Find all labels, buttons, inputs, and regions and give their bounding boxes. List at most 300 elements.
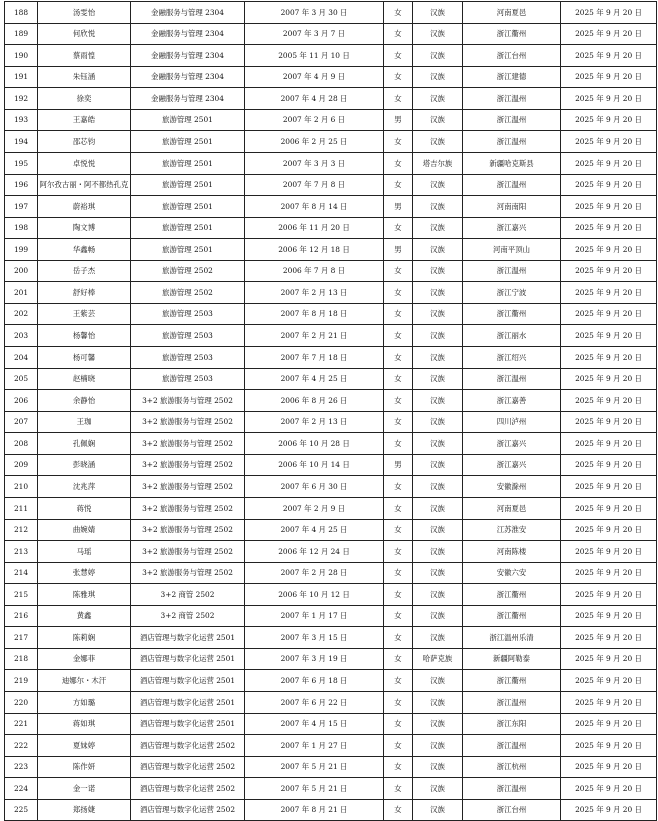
native-place-cell: 浙江温州 bbox=[463, 735, 561, 757]
row-number-cell: 214 bbox=[5, 562, 38, 584]
birth-date-cell: 2007 年 2 月 28 日 bbox=[245, 562, 384, 584]
class-name-cell: 旅游管理 2503 bbox=[131, 325, 245, 347]
native-place-cell: 浙江嘉兴 bbox=[463, 433, 561, 455]
enrollment-date-cell: 2025 年 9 月 20 日 bbox=[561, 476, 657, 498]
table-row bbox=[5, 454, 657, 476]
student-name-cell: 蔚裕琪 bbox=[38, 196, 131, 218]
class-name-cell: 酒店管理与数字化运营 2501 bbox=[131, 627, 245, 649]
ethnicity-cell: 汉族 bbox=[413, 390, 463, 412]
table-row bbox=[5, 217, 657, 239]
birth-date-cell: 2006 年 12 月 18 日 bbox=[245, 239, 384, 261]
row-number-cell: 192 bbox=[5, 88, 38, 110]
native-place-cell: 浙江嘉兴 bbox=[463, 217, 561, 239]
ethnicity-cell: 塔吉尔族 bbox=[413, 152, 463, 174]
ethnicity-cell: 汉族 bbox=[413, 519, 463, 541]
birth-date-cell: 2006 年 10 月 12 日 bbox=[245, 584, 384, 606]
enrollment-date-cell: 2025 年 9 月 20 日 bbox=[561, 411, 657, 433]
row-number-cell: 202 bbox=[5, 303, 38, 325]
class-name-cell: 3+2 旅游服务与管理 2502 bbox=[131, 519, 245, 541]
birth-date-cell: 2007 年 2 月 6 日 bbox=[245, 109, 384, 131]
gender-cell: 女 bbox=[384, 368, 413, 390]
enrollment-date-cell: 2025 年 9 月 20 日 bbox=[561, 433, 657, 455]
row-number-cell: 223 bbox=[5, 756, 38, 778]
birth-date-cell: 2007 年 3 月 15 日 bbox=[245, 627, 384, 649]
birth-date-cell: 2007 年 4 月 25 日 bbox=[245, 368, 384, 390]
native-place-cell: 四川泸州 bbox=[463, 411, 561, 433]
enrollment-date-cell: 2025 年 9 月 20 日 bbox=[561, 519, 657, 541]
class-name-cell: 3+2 旅游服务与管理 2502 bbox=[131, 541, 245, 563]
enrollment-date-cell: 2025 年 9 月 20 日 bbox=[561, 239, 657, 261]
ethnicity-cell: 汉族 bbox=[413, 347, 463, 369]
birth-date-cell: 2007 年 6 月 30 日 bbox=[245, 476, 384, 498]
native-place-cell: 浙江温州 bbox=[463, 88, 561, 110]
enrollment-date-cell: 2025 年 9 月 20 日 bbox=[561, 562, 657, 584]
ethnicity-cell: 汉族 bbox=[413, 217, 463, 239]
student-name-cell: 华鑫畅 bbox=[38, 239, 131, 261]
table-row bbox=[5, 519, 657, 541]
table-row bbox=[5, 778, 657, 800]
gender-cell: 男 bbox=[384, 196, 413, 218]
student-name-cell: 杨可馨 bbox=[38, 347, 131, 369]
enrollment-date-cell: 2025 年 9 月 20 日 bbox=[561, 45, 657, 67]
native-place-cell: 浙江温州 bbox=[463, 109, 561, 131]
enrollment-date-cell: 2025 年 9 月 20 日 bbox=[561, 713, 657, 735]
enrollment-date-cell: 2025 年 9 月 20 日 bbox=[561, 670, 657, 692]
enrollment-date-cell: 2025 年 9 月 20 日 bbox=[561, 303, 657, 325]
ethnicity-cell: 汉族 bbox=[413, 368, 463, 390]
student-name-cell: 黄鑫 bbox=[38, 605, 131, 627]
gender-cell: 女 bbox=[384, 692, 413, 714]
enrollment-date-cell: 2025 年 9 月 20 日 bbox=[561, 152, 657, 174]
birth-date-cell: 2007 年 4 月 25 日 bbox=[245, 519, 384, 541]
row-number-cell: 220 bbox=[5, 692, 38, 714]
row-number-cell: 213 bbox=[5, 541, 38, 563]
gender-cell: 女 bbox=[384, 605, 413, 627]
native-place-cell: 浙江衢州 bbox=[463, 670, 561, 692]
ethnicity-cell: 汉族 bbox=[413, 260, 463, 282]
table-row bbox=[5, 45, 657, 67]
native-place-cell: 新疆哈克斯县 bbox=[463, 152, 561, 174]
native-place-cell: 浙江温州 bbox=[463, 131, 561, 153]
birth-date-cell: 2007 年 3 月 3 日 bbox=[245, 152, 384, 174]
student-name-cell: 蒋悦 bbox=[38, 497, 131, 519]
birth-date-cell: 2007 年 3 月 7 日 bbox=[245, 23, 384, 45]
row-number-cell: 225 bbox=[5, 799, 38, 821]
gender-cell: 女 bbox=[384, 497, 413, 519]
table-row bbox=[5, 239, 657, 261]
birth-date-cell: 2007 年 5 月 21 日 bbox=[245, 778, 384, 800]
class-name-cell: 酒店管理与数字化运营 2502 bbox=[131, 756, 245, 778]
enrollment-date-cell: 2025 年 9 月 20 日 bbox=[561, 325, 657, 347]
table-row bbox=[5, 88, 657, 110]
gender-cell: 女 bbox=[384, 627, 413, 649]
class-name-cell: 酒店管理与数字化运营 2501 bbox=[131, 713, 245, 735]
gender-cell: 女 bbox=[384, 217, 413, 239]
student-name-cell: 汤雯怡 bbox=[38, 2, 131, 24]
student-name-cell: 方如璐 bbox=[38, 692, 131, 714]
ethnicity-cell: 汉族 bbox=[413, 605, 463, 627]
native-place-cell: 浙江绍兴 bbox=[463, 347, 561, 369]
class-name-cell: 3+2 旅游服务与管理 2502 bbox=[131, 497, 245, 519]
class-name-cell: 酒店管理与数字化运营 2501 bbox=[131, 648, 245, 670]
ethnicity-cell: 汉族 bbox=[413, 454, 463, 476]
enrollment-date-cell: 2025 年 9 月 20 日 bbox=[561, 174, 657, 196]
row-number-cell: 206 bbox=[5, 390, 38, 412]
row-number-cell: 198 bbox=[5, 217, 38, 239]
native-place-cell: 浙江丽水 bbox=[463, 325, 561, 347]
table-row bbox=[5, 713, 657, 735]
student-name-cell: 金一诺 bbox=[38, 778, 131, 800]
row-number-cell: 217 bbox=[5, 627, 38, 649]
student-name-cell: 迪娜尔・木汗 bbox=[38, 670, 131, 692]
gender-cell: 女 bbox=[384, 411, 413, 433]
ethnicity-cell: 汉族 bbox=[413, 303, 463, 325]
class-name-cell: 3+2 商管 2502 bbox=[131, 584, 245, 606]
native-place-cell: 河南夏邑 bbox=[463, 2, 561, 24]
enrollment-date-cell: 2025 年 9 月 20 日 bbox=[561, 497, 657, 519]
table-row bbox=[5, 605, 657, 627]
class-name-cell: 3+2 旅游服务与管理 2502 bbox=[131, 476, 245, 498]
birth-date-cell: 2007 年 1 月 27 日 bbox=[245, 735, 384, 757]
native-place-cell: 江苏淮安 bbox=[463, 519, 561, 541]
table-row bbox=[5, 23, 657, 45]
enrollment-date-cell: 2025 年 9 月 20 日 bbox=[561, 66, 657, 88]
birth-date-cell: 2007 年 5 月 21 日 bbox=[245, 756, 384, 778]
class-name-cell: 3+2 旅游服务与管理 2502 bbox=[131, 390, 245, 412]
gender-cell: 女 bbox=[384, 799, 413, 821]
gender-cell: 女 bbox=[384, 670, 413, 692]
enrollment-date-cell: 2025 年 9 月 20 日 bbox=[561, 347, 657, 369]
class-name-cell: 金融服务与管理 2304 bbox=[131, 88, 245, 110]
birth-date-cell: 2007 年 2 月 21 日 bbox=[245, 325, 384, 347]
table-row bbox=[5, 325, 657, 347]
row-number-cell: 199 bbox=[5, 239, 38, 261]
native-place-cell: 安徽六安 bbox=[463, 562, 561, 584]
class-name-cell: 3+2 商管 2502 bbox=[131, 605, 245, 627]
student-name-cell: 蒋如琪 bbox=[38, 713, 131, 735]
table-row bbox=[5, 109, 657, 131]
class-name-cell: 旅游管理 2502 bbox=[131, 260, 245, 282]
student-name-cell: 王紫芸 bbox=[38, 303, 131, 325]
class-name-cell: 金融服务与管理 2304 bbox=[131, 2, 245, 24]
native-place-cell: 浙江温州 bbox=[463, 778, 561, 800]
gender-cell: 女 bbox=[384, 303, 413, 325]
row-number-cell: 188 bbox=[5, 2, 38, 24]
native-place-cell: 河南夏邑 bbox=[463, 497, 561, 519]
gender-cell: 男 bbox=[384, 454, 413, 476]
gender-cell: 女 bbox=[384, 347, 413, 369]
table-row bbox=[5, 174, 657, 196]
enrollment-date-cell: 2025 年 9 月 20 日 bbox=[561, 454, 657, 476]
birth-date-cell: 2007 年 3 月 30 日 bbox=[245, 2, 384, 24]
table-row bbox=[5, 303, 657, 325]
enrollment-date-cell: 2025 年 9 月 20 日 bbox=[561, 648, 657, 670]
ethnicity-cell: 汉族 bbox=[413, 196, 463, 218]
gender-cell: 女 bbox=[384, 713, 413, 735]
student-name-cell: 陈莉娴 bbox=[38, 627, 131, 649]
birth-date-cell: 2007 年 2 月 13 日 bbox=[245, 282, 384, 304]
row-number-cell: 200 bbox=[5, 260, 38, 282]
student-name-cell: 曲婉婧 bbox=[38, 519, 131, 541]
birth-date-cell: 2006 年 2 月 25 日 bbox=[245, 131, 384, 153]
table-row bbox=[5, 692, 657, 714]
table-row bbox=[5, 66, 657, 88]
enrollment-date-cell: 2025 年 9 月 20 日 bbox=[561, 2, 657, 24]
gender-cell: 女 bbox=[384, 476, 413, 498]
gender-cell: 女 bbox=[384, 88, 413, 110]
student-name-cell: 陈雅琪 bbox=[38, 584, 131, 606]
row-number-cell: 205 bbox=[5, 368, 38, 390]
class-name-cell: 酒店管理与数字化运营 2501 bbox=[131, 692, 245, 714]
ethnicity-cell: 汉族 bbox=[413, 433, 463, 455]
row-number-cell: 211 bbox=[5, 497, 38, 519]
native-place-cell: 浙江台州 bbox=[463, 799, 561, 821]
student-name-cell: 郑扬婕 bbox=[38, 799, 131, 821]
ethnicity-cell: 汉族 bbox=[413, 325, 463, 347]
row-number-cell: 191 bbox=[5, 66, 38, 88]
ethnicity-cell: 汉族 bbox=[413, 627, 463, 649]
ethnicity-cell: 汉族 bbox=[413, 45, 463, 67]
enrollment-date-cell: 2025 年 9 月 20 日 bbox=[561, 778, 657, 800]
enrollment-date-cell: 2025 年 9 月 20 日 bbox=[561, 217, 657, 239]
gender-cell: 女 bbox=[384, 562, 413, 584]
student-name-cell: 舒好棒 bbox=[38, 282, 131, 304]
row-number-cell: 204 bbox=[5, 347, 38, 369]
enrollment-date-cell: 2025 年 9 月 20 日 bbox=[561, 131, 657, 153]
native-place-cell: 浙江建德 bbox=[463, 66, 561, 88]
student-name-cell: 沈兆萍 bbox=[38, 476, 131, 498]
gender-cell: 女 bbox=[384, 756, 413, 778]
ethnicity-cell: 汉族 bbox=[413, 799, 463, 821]
birth-date-cell: 2007 年 6 月 22 日 bbox=[245, 692, 384, 714]
table-row bbox=[5, 282, 657, 304]
gender-cell: 女 bbox=[384, 390, 413, 412]
row-number-cell: 197 bbox=[5, 196, 38, 218]
class-name-cell: 酒店管理与数字化运营 2502 bbox=[131, 799, 245, 821]
table-row bbox=[5, 648, 657, 670]
row-number-cell: 215 bbox=[5, 584, 38, 606]
native-place-cell: 浙江东阳 bbox=[463, 713, 561, 735]
ethnicity-cell: 汉族 bbox=[413, 584, 463, 606]
student-name-cell: 阿尔孜古丽・阿不都热孔克 bbox=[38, 174, 131, 196]
student-name-cell: 岳子杰 bbox=[38, 260, 131, 282]
native-place-cell: 浙江嘉兴 bbox=[463, 454, 561, 476]
gender-cell: 女 bbox=[384, 45, 413, 67]
gender-cell: 女 bbox=[384, 735, 413, 757]
birth-date-cell: 2007 年 4 月 15 日 bbox=[245, 713, 384, 735]
native-place-cell: 浙江杭州 bbox=[463, 756, 561, 778]
birth-date-cell: 2007 年 7 月 18 日 bbox=[245, 347, 384, 369]
ethnicity-cell: 汉族 bbox=[413, 411, 463, 433]
enrollment-date-cell: 2025 年 9 月 20 日 bbox=[561, 541, 657, 563]
class-name-cell: 旅游管理 2503 bbox=[131, 368, 245, 390]
native-place-cell: 浙江衢州 bbox=[463, 584, 561, 606]
student-name-cell: 孔佩娴 bbox=[38, 433, 131, 455]
native-place-cell: 浙江温州 bbox=[463, 174, 561, 196]
student-name-cell: 马瑶 bbox=[38, 541, 131, 563]
ethnicity-cell: 汉族 bbox=[413, 541, 463, 563]
student-name-cell: 徐奕 bbox=[38, 88, 131, 110]
class-name-cell: 金融服务与管理 2304 bbox=[131, 23, 245, 45]
enrollment-date-cell: 2025 年 9 月 20 日 bbox=[561, 109, 657, 131]
ethnicity-cell: 哈萨克族 bbox=[413, 648, 463, 670]
table-row bbox=[5, 196, 657, 218]
class-name-cell: 金融服务与管理 2304 bbox=[131, 66, 245, 88]
ethnicity-cell: 汉族 bbox=[413, 778, 463, 800]
class-name-cell: 3+2 旅游服务与管理 2502 bbox=[131, 433, 245, 455]
table-body bbox=[5, 2, 657, 821]
gender-cell: 女 bbox=[384, 282, 413, 304]
class-name-cell: 金融服务与管理 2304 bbox=[131, 45, 245, 67]
ethnicity-cell: 汉族 bbox=[413, 239, 463, 261]
class-name-cell: 旅游管理 2501 bbox=[131, 217, 245, 239]
ethnicity-cell: 汉族 bbox=[413, 713, 463, 735]
native-place-cell: 浙江宁波 bbox=[463, 282, 561, 304]
class-name-cell: 旅游管理 2503 bbox=[131, 347, 245, 369]
row-number-cell: 218 bbox=[5, 648, 38, 670]
gender-cell: 女 bbox=[384, 778, 413, 800]
enrollment-date-cell: 2025 年 9 月 20 日 bbox=[561, 260, 657, 282]
row-number-cell: 190 bbox=[5, 45, 38, 67]
enrollment-date-cell: 2025 年 9 月 20 日 bbox=[561, 584, 657, 606]
table-row bbox=[5, 584, 657, 606]
student-name-cell: 何欣悦 bbox=[38, 23, 131, 45]
native-place-cell: 浙江嘉善 bbox=[463, 390, 561, 412]
ethnicity-cell: 汉族 bbox=[413, 735, 463, 757]
birth-date-cell: 2007 年 3 月 19 日 bbox=[245, 648, 384, 670]
native-place-cell: 浙江衢州 bbox=[463, 303, 561, 325]
student-name-cell: 金娜菲 bbox=[38, 648, 131, 670]
table-row bbox=[5, 735, 657, 757]
ethnicity-cell: 汉族 bbox=[413, 562, 463, 584]
class-name-cell: 3+2 旅游服务与管理 2502 bbox=[131, 411, 245, 433]
row-number-cell: 195 bbox=[5, 152, 38, 174]
enrollment-date-cell: 2025 年 9 月 20 日 bbox=[561, 756, 657, 778]
gender-cell: 女 bbox=[384, 260, 413, 282]
student-name-cell: 蔡雨惶 bbox=[38, 45, 131, 67]
native-place-cell: 浙江温州 bbox=[463, 260, 561, 282]
gender-cell: 女 bbox=[384, 519, 413, 541]
ethnicity-cell: 汉族 bbox=[413, 23, 463, 45]
gender-cell: 女 bbox=[384, 66, 413, 88]
class-name-cell: 酒店管理与数字化运营 2502 bbox=[131, 735, 245, 757]
birth-date-cell: 2007 年 2 月 13 日 bbox=[245, 411, 384, 433]
student-name-cell: 陈作妍 bbox=[38, 756, 131, 778]
gender-cell: 女 bbox=[384, 23, 413, 45]
birth-date-cell: 2007 年 1 月 17 日 bbox=[245, 605, 384, 627]
class-name-cell: 旅游管理 2501 bbox=[131, 131, 245, 153]
native-place-cell: 浙江温州乐清 bbox=[463, 627, 561, 649]
class-name-cell: 旅游管理 2502 bbox=[131, 282, 245, 304]
native-place-cell: 河南陈楼 bbox=[463, 541, 561, 563]
row-number-cell: 222 bbox=[5, 735, 38, 757]
table-row bbox=[5, 670, 657, 692]
ethnicity-cell: 汉族 bbox=[413, 476, 463, 498]
gender-cell: 男 bbox=[384, 109, 413, 131]
row-number-cell: 196 bbox=[5, 174, 38, 196]
gender-cell: 女 bbox=[384, 541, 413, 563]
row-number-cell: 207 bbox=[5, 411, 38, 433]
birth-date-cell: 2006 年 10 月 28 日 bbox=[245, 433, 384, 455]
birth-date-cell: 2007 年 4 月 9 日 bbox=[245, 66, 384, 88]
gender-cell: 女 bbox=[384, 584, 413, 606]
birth-date-cell: 2007 年 6 月 18 日 bbox=[245, 670, 384, 692]
ethnicity-cell: 汉族 bbox=[413, 692, 463, 714]
student-name-cell: 彭晓涵 bbox=[38, 454, 131, 476]
native-place-cell: 浙江衢州 bbox=[463, 23, 561, 45]
enrollment-date-cell: 2025 年 9 月 20 日 bbox=[561, 605, 657, 627]
class-name-cell: 酒店管理与数字化运营 2502 bbox=[131, 778, 245, 800]
table-row bbox=[5, 260, 657, 282]
table-row bbox=[5, 541, 657, 563]
birth-date-cell: 2006 年 10 月 14 日 bbox=[245, 454, 384, 476]
class-name-cell: 旅游管理 2503 bbox=[131, 303, 245, 325]
row-number-cell: 209 bbox=[5, 454, 38, 476]
gender-cell: 女 bbox=[384, 325, 413, 347]
enrollment-date-cell: 2025 年 9 月 20 日 bbox=[561, 390, 657, 412]
student-name-cell: 陶文博 bbox=[38, 217, 131, 239]
enrollment-date-cell: 2025 年 9 月 20 日 bbox=[561, 799, 657, 821]
class-name-cell: 旅游管理 2501 bbox=[131, 109, 245, 131]
class-name-cell: 3+2 旅游服务与管理 2502 bbox=[131, 454, 245, 476]
row-number-cell: 189 bbox=[5, 23, 38, 45]
ethnicity-cell: 汉族 bbox=[413, 131, 463, 153]
birth-date-cell: 2006 年 11 月 20 日 bbox=[245, 217, 384, 239]
class-name-cell: 旅游管理 2501 bbox=[131, 152, 245, 174]
class-name-cell: 酒店管理与数字化运营 2501 bbox=[131, 670, 245, 692]
enrollment-date-cell: 2025 年 9 月 20 日 bbox=[561, 23, 657, 45]
student-name-cell: 张慧婷 bbox=[38, 562, 131, 584]
row-number-cell: 212 bbox=[5, 519, 38, 541]
student-name-cell: 卓悦悦 bbox=[38, 152, 131, 174]
enrollment-date-cell: 2025 年 9 月 20 日 bbox=[561, 196, 657, 218]
row-number-cell: 221 bbox=[5, 713, 38, 735]
enrollment-date-cell: 2025 年 9 月 20 日 bbox=[561, 735, 657, 757]
table-row bbox=[5, 497, 657, 519]
birth-date-cell: 2006 年 7 月 8 日 bbox=[245, 260, 384, 282]
ethnicity-cell: 汉族 bbox=[413, 282, 463, 304]
table-row bbox=[5, 368, 657, 390]
birth-date-cell: 2007 年 7 月 8 日 bbox=[245, 174, 384, 196]
table-row bbox=[5, 562, 657, 584]
row-number-cell: 208 bbox=[5, 433, 38, 455]
gender-cell: 女 bbox=[384, 433, 413, 455]
gender-cell: 女 bbox=[384, 648, 413, 670]
ethnicity-cell: 汉族 bbox=[413, 109, 463, 131]
student-name-cell: 余静怡 bbox=[38, 390, 131, 412]
enrollment-date-cell: 2025 年 9 月 20 日 bbox=[561, 282, 657, 304]
native-place-cell: 河南平顶山 bbox=[463, 239, 561, 261]
birth-date-cell: 2007 年 8 月 14 日 bbox=[245, 196, 384, 218]
enrollment-date-cell: 2025 年 9 月 20 日 bbox=[561, 368, 657, 390]
ethnicity-cell: 汉族 bbox=[413, 66, 463, 88]
birth-date-cell: 2007 年 8 月 21 日 bbox=[245, 799, 384, 821]
ethnicity-cell: 汉族 bbox=[413, 497, 463, 519]
native-place-cell: 浙江台州 bbox=[463, 45, 561, 67]
native-place-cell: 安徽滁州 bbox=[463, 476, 561, 498]
birth-date-cell: 2007 年 8 月 18 日 bbox=[245, 303, 384, 325]
birth-date-cell: 2006 年 8 月 26 日 bbox=[245, 390, 384, 412]
row-number-cell: 193 bbox=[5, 109, 38, 131]
gender-cell: 女 bbox=[384, 2, 413, 24]
table-row bbox=[5, 152, 657, 174]
table-row bbox=[5, 627, 657, 649]
row-number-cell: 219 bbox=[5, 670, 38, 692]
table-row bbox=[5, 390, 657, 412]
enrollment-date-cell: 2025 年 9 月 20 日 bbox=[561, 692, 657, 714]
gender-cell: 女 bbox=[384, 131, 413, 153]
student-name-cell: 王嘉皓 bbox=[38, 109, 131, 131]
